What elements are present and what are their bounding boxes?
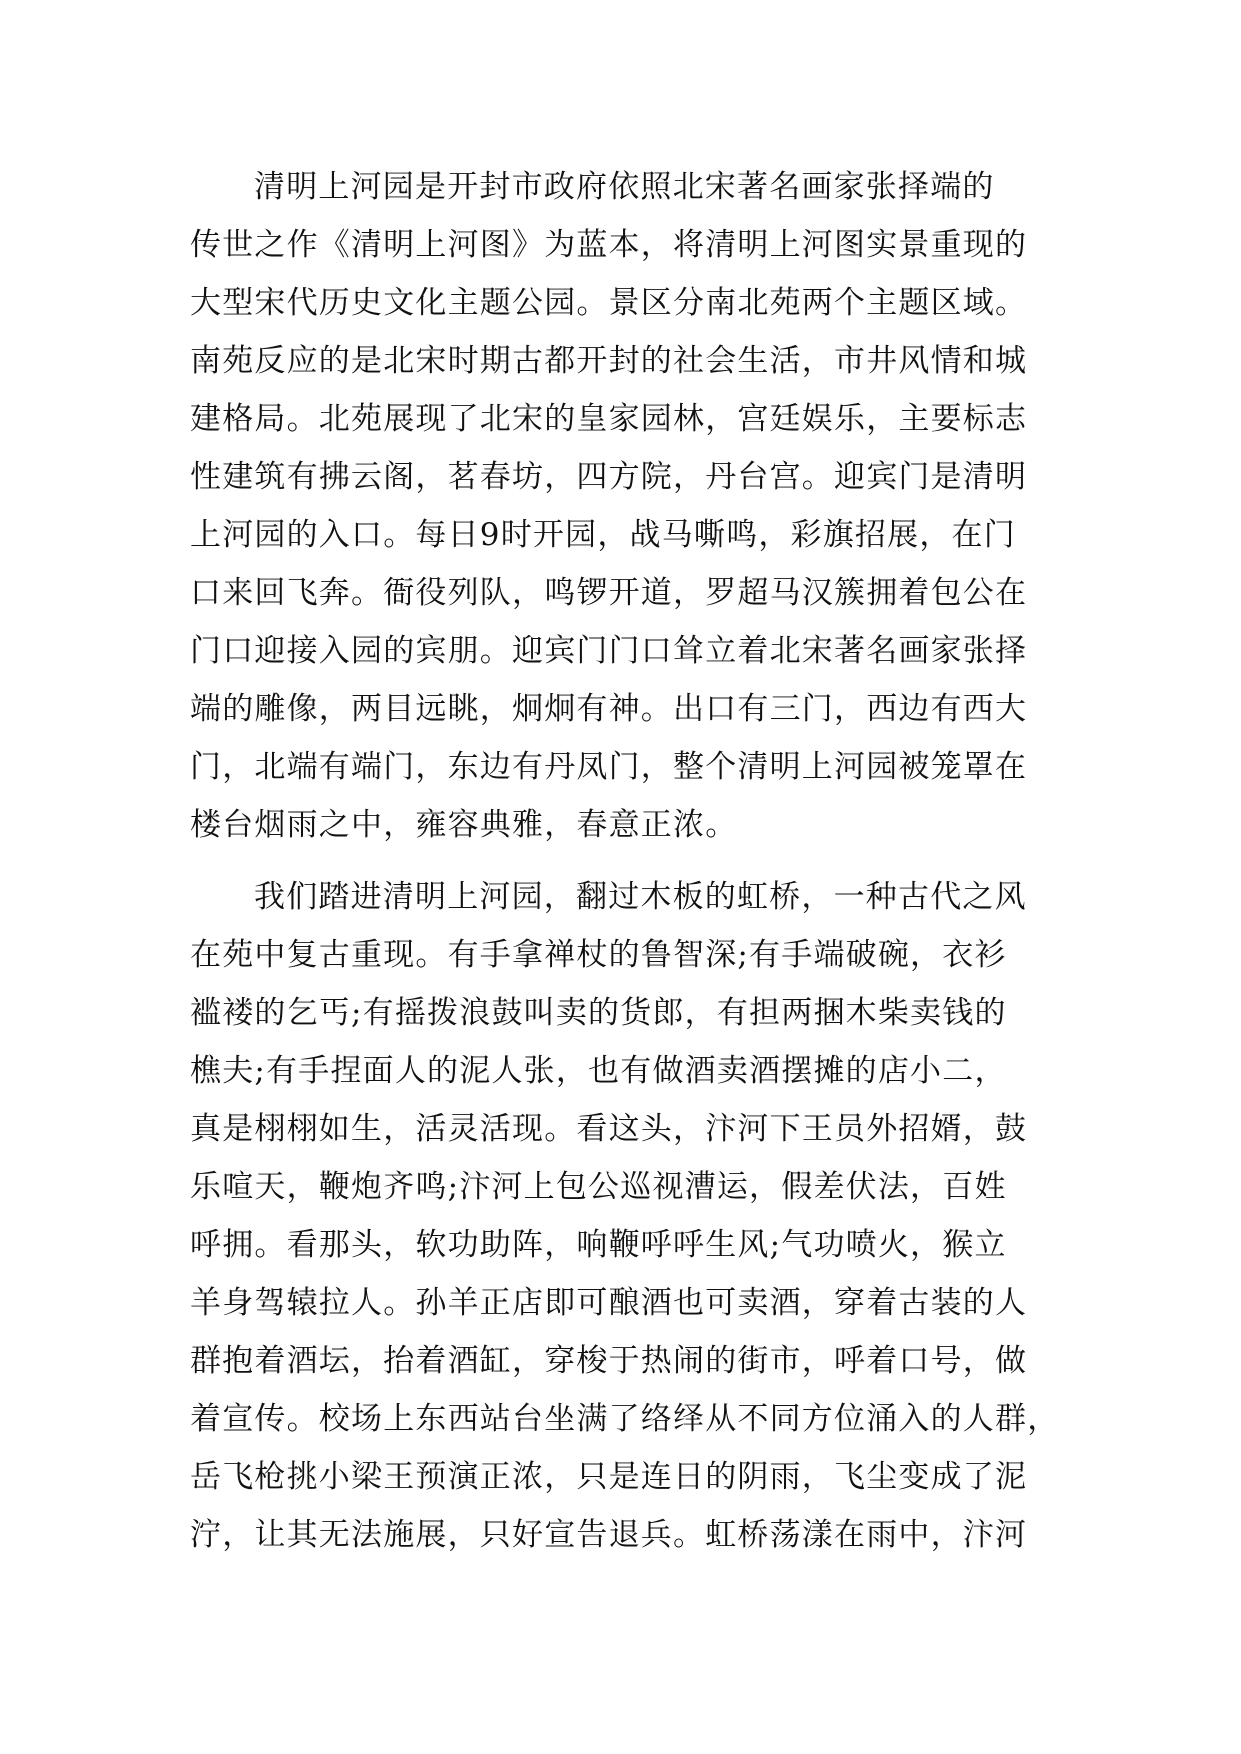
- text-line: 泞，让其无法施展，只好宣告退兵。虹桥荡漾在雨中，汴河: [190, 1517, 1028, 1553]
- text-line: 羊身驾辕拉人。孙羊正店即可酿酒也可卖酒，穿着古装的人: [190, 1285, 1028, 1321]
- text-line: 门，北端有端门，东边有丹凤门，整个清明上河园被笼罩在: [190, 749, 1028, 785]
- document-body: [190, 158, 1062, 1564]
- text-line: 在苑中复古重现。有手拿禅杖的鲁智深;有手端破碗，衣衫: [190, 937, 1007, 973]
- paragraph-spacer: [190, 854, 1062, 868]
- text-line: 岳飞枪挑小梁王预演正浓，只是连日的阴雨，飞尘变成了泥: [190, 1459, 1028, 1495]
- text-line: 上河园的入口。每日9时开园，战马嘶鸣，彩旗招展，在门: [190, 517, 1016, 553]
- text-line: 呼拥。看那头，软功助阵，响鞭呼呼生风;气功喷火，猴立: [190, 1227, 1007, 1263]
- text-line: 门口迎接入园的宾朋。迎宾门门口耸立着北宋著名画家张择: [190, 633, 1028, 669]
- text-line: 我们踏进清明上河园，翻过木板的虹桥，一种古代之风: [254, 879, 1027, 915]
- text-line: 真是栩栩如生，活灵活现。看这头，汴河下王员外招婿，鼓: [190, 1111, 1028, 1147]
- text-line: 南苑反应的是北宋时期古都开封的社会生活，市井风情和城: [190, 343, 1028, 379]
- text-line: 楼台烟雨之中，雍容典雅，春意正浓。: [190, 807, 738, 843]
- paragraph-2: [190, 868, 1062, 1564]
- paragraph-1: [190, 158, 1062, 854]
- text-line: 群抱着酒坛，抬着酒缸，穿梭于热闹的街市，呼着口号，做: [190, 1343, 1028, 1379]
- text-line: 清明上河园是开封市政府依照北宋著名画家张择端的: [254, 169, 995, 205]
- text-line: 性建筑有拂云阁，茗春坊，四方院，丹台宫。迎宾门是清明: [190, 459, 1028, 495]
- text-line: 口来回飞奔。衙役列队，鸣锣开道，罗超马汉簇拥着包公在: [190, 575, 1028, 611]
- text-line: 大型宋代历史文化主题公园。景区分南北苑两个主题区域。: [190, 285, 1028, 321]
- text-line: 着宣传。校场上东西站台坐满了络绎从不同方位涌入的人群，: [190, 1401, 1060, 1437]
- text-line: 樵夫;有手捏面人的泥人张，也有做酒卖酒摆摊的店小二，: [190, 1053, 1007, 1089]
- text-line: 传世之作《清明上河图》为蓝本，将清明上河图实景重现的: [190, 227, 1028, 263]
- text-line: 乐喧天，鞭炮齐鸣;汴河上包公巡视漕运，假差伏法，百姓: [190, 1169, 1007, 1205]
- text-line: 建格局。北苑展现了北宋的皇家园林，宫廷娱乐，主要标志: [190, 401, 1028, 437]
- text-line: 端的雕像，两目远眺，炯炯有神。出口有三门，西边有西大: [190, 691, 1028, 727]
- text-line: 褴褛的乞丐;有摇拨浪鼓叫卖的货郎，有担两捆木柴卖钱的: [190, 995, 1007, 1031]
